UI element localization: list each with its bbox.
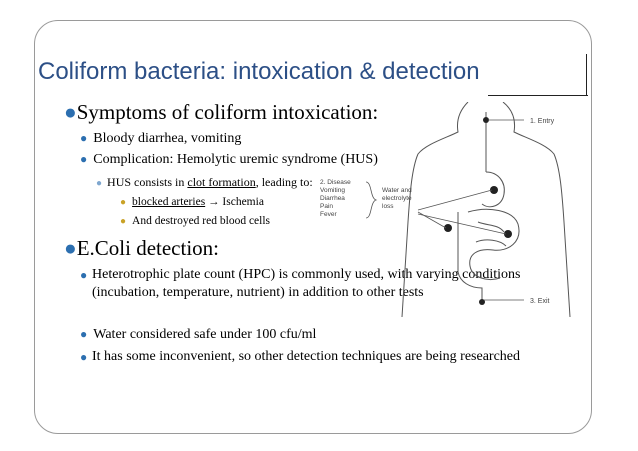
water-loss-label: loss bbox=[382, 203, 394, 210]
bullet-icon: ● bbox=[80, 152, 88, 166]
pointer-line bbox=[418, 212, 446, 228]
pointer-line bbox=[418, 214, 506, 234]
detection-heading: ●E.Coli detection: bbox=[64, 236, 219, 260]
title-rule-right bbox=[586, 54, 587, 96]
brace bbox=[366, 182, 376, 218]
bullet-icon: ● bbox=[64, 100, 77, 124]
bullet-icon: ● bbox=[120, 216, 127, 227]
symptoms-heading: ●Symptoms of coliform intoxication: bbox=[64, 100, 379, 124]
arrow-icon: → bbox=[208, 196, 220, 208]
clot-formation-link[interactable]: clot formation bbox=[187, 175, 256, 189]
bullet-icon: ● bbox=[96, 178, 103, 189]
bullet-icon: ● bbox=[80, 350, 88, 364]
disease-symptom-label: Vomiting bbox=[320, 187, 345, 194]
hus-description: ● HUS consists in clot formation, leading to: bbox=[96, 175, 313, 189]
entry-label: 1. Entry bbox=[530, 118, 555, 125]
bullet-icon: ● bbox=[120, 197, 127, 208]
symptom-item: ● Complication: Hemolytic uremic syndrome (HUS) bbox=[80, 152, 378, 167]
bullet-icon: ● bbox=[80, 327, 88, 341]
blocked-arteries-link[interactable]: blocked arteries bbox=[132, 196, 206, 208]
hus-sub-item: ● blocked arteries → Ischemia bbox=[120, 196, 264, 208]
disease-symptom-label: Diarrhea bbox=[320, 195, 345, 202]
exit-label: 3. Exit bbox=[530, 298, 550, 305]
detection-item: ● Water considered safe under 100 cfu/ml bbox=[80, 327, 317, 342]
hus-sub-item: ● And destroyed red blood cells bbox=[120, 215, 271, 227]
title-rule-bottom bbox=[488, 95, 588, 96]
slide-title: Coliform bacteria: intoxication & detection bbox=[38, 58, 480, 85]
bullet-icon: ● bbox=[64, 236, 77, 260]
bullet-icon: ● bbox=[80, 268, 88, 282]
water-loss-label: electrolyte bbox=[382, 195, 412, 202]
water-loss-label: Water and bbox=[382, 187, 412, 194]
digestive-system-diagram bbox=[318, 102, 580, 317]
disease-symptom-label: Fever bbox=[320, 211, 337, 218]
detection-item: ● It has some inconvenient, so other detection techniques are being researched bbox=[80, 349, 521, 364]
bullet-icon: ● bbox=[80, 131, 88, 145]
disease-symptom-label: Pain bbox=[320, 203, 334, 210]
pointer-line bbox=[418, 190, 492, 210]
detection-item: ● Heterotrophic plate count (HPC) is commonly used, with varying conditions (incubation, temperature, nutrient) in addition to other tests bbox=[80, 267, 521, 300]
symptom-item: ● Bloody diarrhea, vomiting bbox=[80, 131, 242, 146]
intestines bbox=[468, 209, 519, 279]
disease-title-label: 2. Disease bbox=[320, 179, 351, 186]
